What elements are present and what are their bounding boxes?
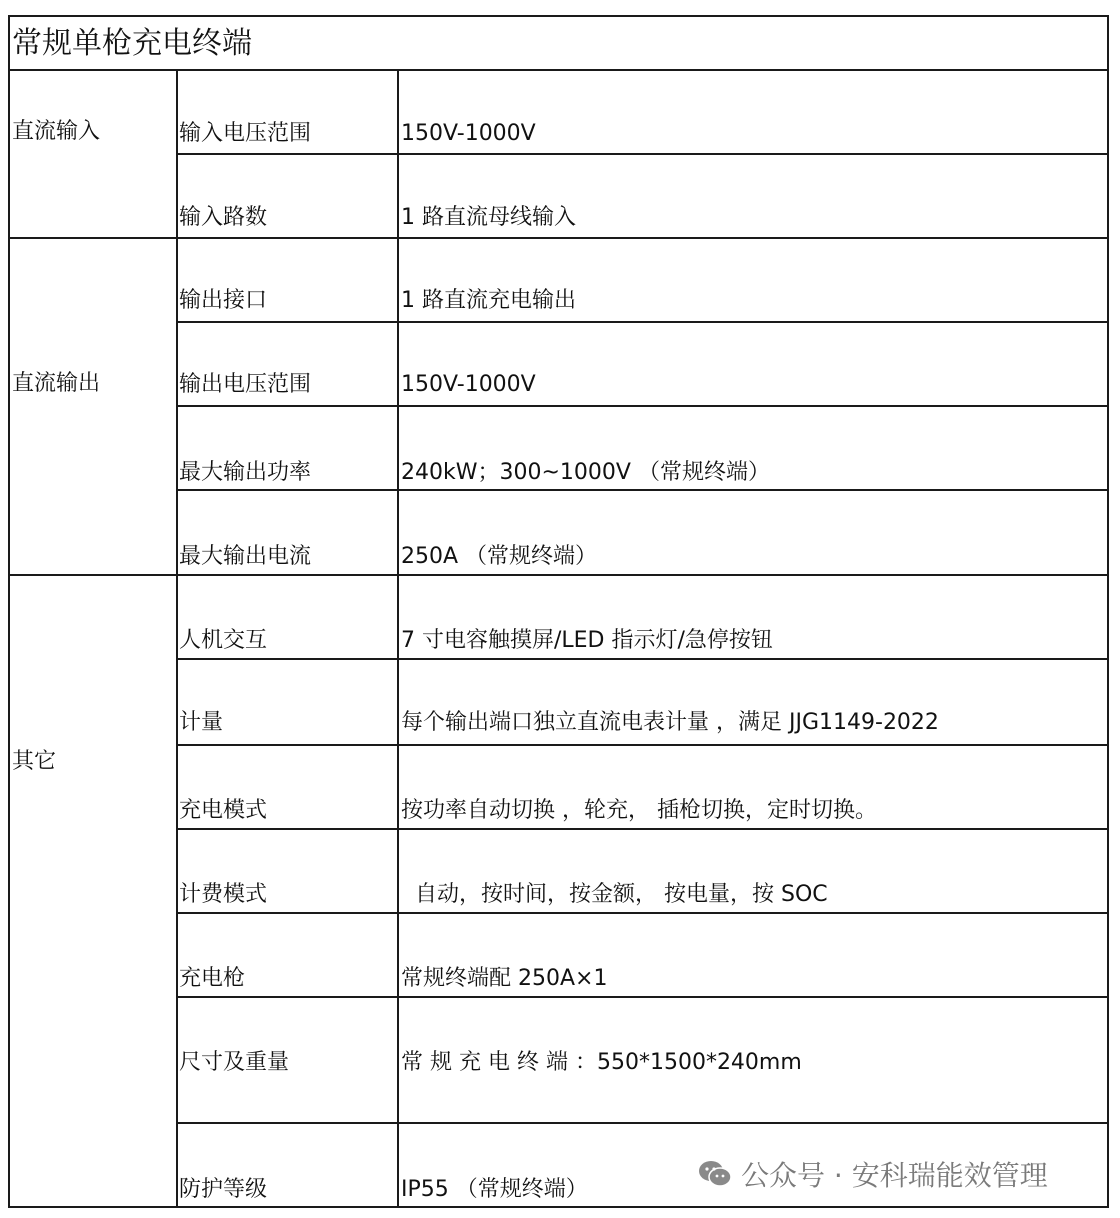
- row-divider: [176, 489, 1109, 491]
- row-label: 最大输出电流: [179, 544, 312, 569]
- row-divider: [176, 744, 1109, 746]
- column-divider: [176, 69, 178, 1208]
- row-label: 输入电压范围: [179, 121, 312, 146]
- row-label: 输出接口: [179, 288, 268, 313]
- row-label: 充电模式: [179, 798, 268, 823]
- wechat-icon: [697, 1158, 733, 1190]
- row-divider: [176, 1122, 1109, 1124]
- column-divider: [397, 69, 399, 1208]
- row-label: 计量: [179, 710, 224, 735]
- row-value: 7 寸电容触摸屏/LED 指示灯/急停按钮: [401, 628, 773, 653]
- row-label: 充电枪: [179, 966, 246, 991]
- row-value: 自动，按时间，按金额， 按电量，按 SOC: [415, 882, 828, 907]
- row-label: 防护等级: [179, 1177, 268, 1202]
- row-divider: [176, 828, 1109, 830]
- row-value: 240kW；300~1000V （常规终端）: [401, 460, 770, 485]
- row-label: 人机交互: [179, 628, 268, 653]
- category-dc-input: 直流输入: [12, 119, 101, 144]
- row-value: 常 规 充 电 终 端 ：550*1500*240mm: [401, 1050, 802, 1075]
- row-divider: [10, 237, 1109, 239]
- row-divider: [176, 321, 1109, 323]
- row-label: 输入路数: [179, 205, 268, 230]
- watermark: [697, 1156, 1048, 1192]
- row-label: 计费模式: [179, 882, 268, 907]
- row-value: 1 路直流充电输出: [401, 288, 576, 313]
- row-divider: [176, 658, 1109, 660]
- row-value: 常规终端配 250A×1: [401, 966, 608, 991]
- row-value: 250A （常规终端）: [401, 544, 598, 569]
- spec-table: [8, 15, 1109, 1208]
- row-divider: [10, 574, 1109, 576]
- row-value: 1 路直流母线输入: [401, 205, 576, 230]
- table-title: 常规单枪充电终端: [10, 17, 1107, 71]
- row-value: 每个输出端口独立直流电表计量 ，满足 JJG1149-2022: [401, 710, 939, 735]
- watermark-text: 公众号 · 安科瑞能效管理: [741, 1159, 1048, 1192]
- category-other: 其它: [12, 749, 57, 774]
- row-divider: [176, 405, 1109, 407]
- category-dc-output: 直流输出: [12, 371, 101, 396]
- row-value: 150V-1000V: [401, 372, 536, 397]
- row-label: 输出电压范围: [179, 372, 312, 397]
- row-value: IP55 （常规终端）: [401, 1177, 588, 1202]
- row-divider: [176, 153, 1109, 155]
- row-label: 尺寸及重量: [179, 1050, 290, 1075]
- row-divider: [176, 996, 1109, 998]
- row-value: 150V-1000V: [401, 121, 536, 146]
- row-value: 按功率自动切换 ，轮充， 插枪切换，定时切换。: [401, 798, 877, 823]
- row-label: 最大输出功率: [179, 460, 312, 485]
- row-divider: [176, 912, 1109, 914]
